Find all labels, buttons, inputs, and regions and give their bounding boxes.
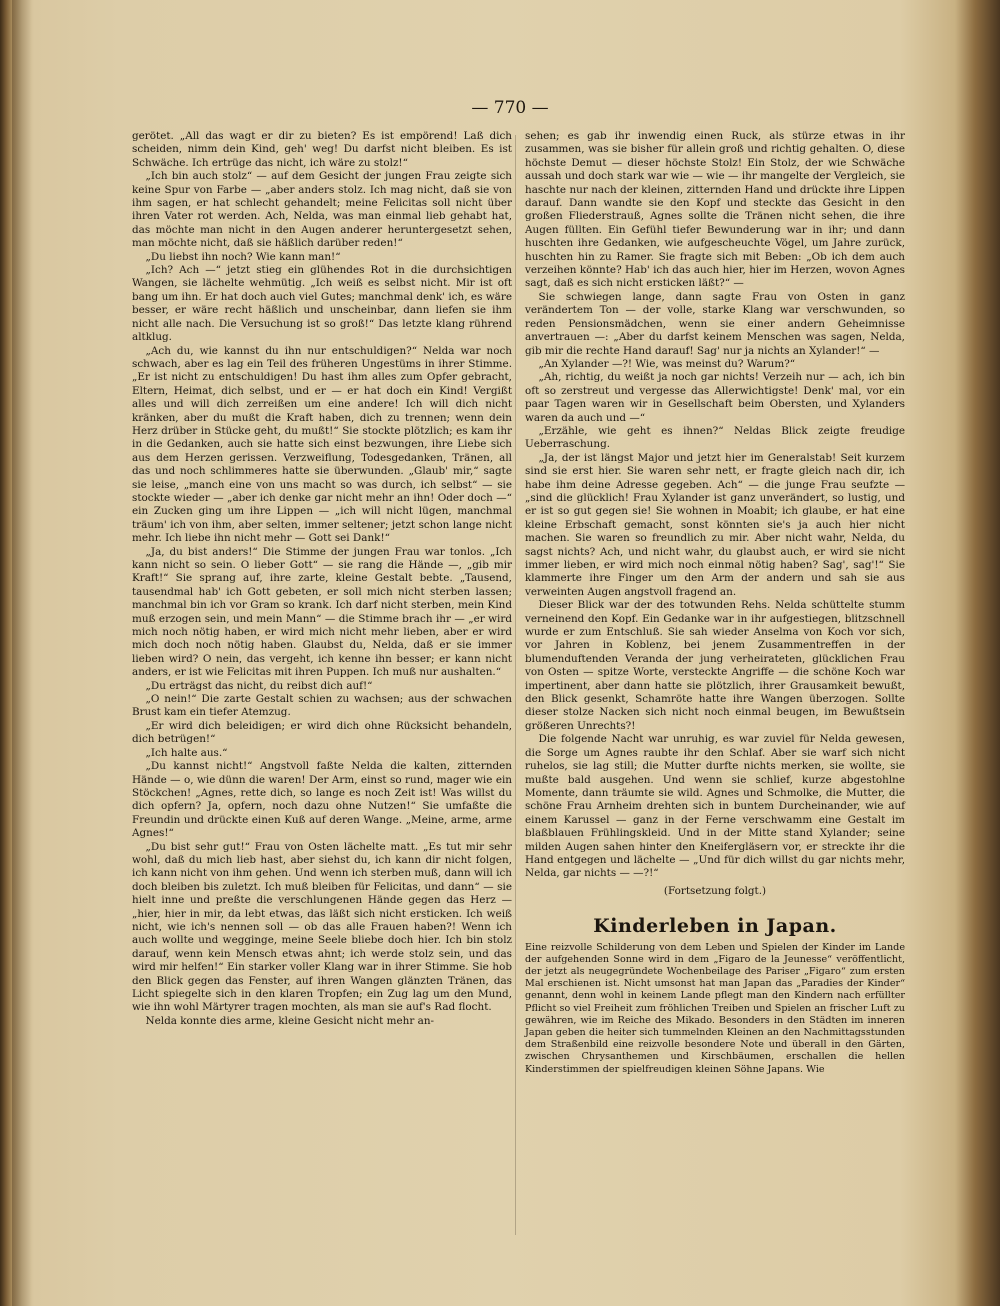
paragraph: „Ich halte aus.“ bbox=[145, 746, 228, 759]
paragraph: Nelda konnte dies arme, kleine Gesicht nicht mehr an- bbox=[145, 1014, 435, 1027]
left-column bbox=[132, 130, 512, 1028]
paragraph: „Du kannst nicht!“ Angstvoll faßte Nelda die kalten, zitternden Hände — o, wie dünn die waren! Der Arm, einst so rund, mager wie ein Stöckchen! „Agnes, rette dich, so lange es noch Zeit ist! Was willst du dich opfern? Ja, opfern, noch dazu ohne Nutzen!“ Sie umfaßte die Freundin und drückte einen Kuß auf deren Wange. „Meine, arme, arme Agnes!“ bbox=[132, 760, 512, 840]
paragraph: gerötet. „All das wagt er dir zu bieten? Es ist empörend! Laß dich scheiden, nimm dein Kind, geh' weg! Du darfst nicht bleiben. Es ist Schwäche. Ich ertrüge das nicht, ich wäre zu stolz!“ bbox=[132, 130, 512, 169]
paragraph: „Du liebst ihn noch? Wie kann man!“ bbox=[145, 250, 341, 263]
paragraph: „An Xylander —?! Wie, was meinst du? Warum?“ bbox=[538, 357, 796, 370]
book-gutter bbox=[12, 0, 32, 1306]
paragraph: „Erzähle, wie geht es ihnen?“ Neldas Blick zeigte freudige Ueberraschung. bbox=[525, 424, 905, 451]
article-title: Kinderleben in Japan. bbox=[593, 915, 837, 938]
article-body bbox=[525, 942, 905, 1076]
paragraph: Sie schwiegen lange, dann sagte Frau von Osten in ganz verändertem Ton — der volle, starke Klang war verschwunden, so reden Pensionsmädchen, wenn sie einer andern Geheimnisse anvertrauen —: „Aber du darfst keinem Menschen was sagen, Nelda, gib mir die rechte Hand darauf! Sag' nur ja nichts an Xylander!“ — bbox=[525, 290, 905, 357]
paragraph: sehen; es gab ihr inwendig einen Ruck, als stürze etwas in ihr zusammen, was sie bisher für allein groß und richtig gehalten. O, diese höchste Demut — dieser höchste Stolz! Ein Stolz, der wie Schwäche aussah und doch stark war wie — wie — ihr mangelte der Vergleich, sie haschte nur nach der kleinen, zitternden Hand und drückte ihre Lippen darauf. Dann wandte sie den Kopf und steckte das Gesicht in den großen Fliederstrauß, Agnes sollte die Tränen nicht sehen, die ihre Augen füllten. Ein Gefühl tiefer Bewunderung war in ihr; und dann huschten ihre Gedanken, wie aufgescheuchte Vögel, um Jahre zurück, huschten hin zu Ramer. Sie fragte sich mit Beben: „Ob ich dem auch verzeihen könnte? Hab' ich das auch hier, hier im Herzen, wovon Agnes sagt, daß es sich nicht ersticken läßt?“ — bbox=[525, 130, 905, 290]
right-column bbox=[525, 130, 905, 1076]
paragraph: „Ich? Ach —“ jetzt stieg ein glühendes Rot in die durchsichtigen Wangen, sie lächelte wehmütig. „Ich weiß es selbst nicht. Mir ist oft bang um ihn. Er hat doch auch viel Gutes; manchmal denk' ich, es wäre besser, er wäre recht häßlich und unscheinbar, dann liefen sie ihm nicht alle nach. Die Versuchung ist so groß!“ Das letzte klang rührend altklug. bbox=[132, 264, 512, 344]
paragraph: „Ich bin auch stolz“ — auf dem Gesicht der jungen Frau zeigte sich keine Spur von Farbe — „aber anders stolz. Ich mag nicht, daß sie von ihm sagen, er hat schlecht gehandelt; meine Felicitas soll nicht über ihren Vater rot werden. Ach, Nelda, was man einmal lieb gehabt hat, das möchte man nicht in den Augen anderer heruntergesetzt sehen, man möchte nicht, daß sie häßlich darüber reden!“ bbox=[132, 170, 512, 250]
paragraph: „O nein!“ Die zarte Gestalt schien zu wachsen; aus der schwachen Brust kam ein tiefer Atemzug. bbox=[132, 693, 512, 719]
paragraph: „Du bist sehr gut!“ Frau von Osten lächelte matt. „Es tut mir sehr wohl, daß du mich lieb hast, aber siehst du, ich kann dir nicht folgen, ich kann nicht von ihm gehen. Und wenn ich sterben muß, dann will ich doch bleiben bis zuletzt. Ich muß bleiben für Felicitas, und dann“ — sie hielt inne und preßte die verschlungenen Hände gegen das Herz — „hier, hier in mir, da lebt etwas, das läßt sich nicht ersticken. Ich weiß nicht, wie ich's nennen soll — ob das alle Frauen haben?! Wenn ich auch wollte und wegginge, meine Seele bliebe doch hier. Ich bin stolz darauf, wenn kein Mensch etwas ahnt; ich werde stolz sein, und das wird mir helfen!“ Ein starker voller Klang war in ihrer Stimme. Sie hob den Blick gegen das Fenster, auf ihren Wangen glänzten Tränen, das Licht spiegelte sich in den klaren Tropfen; ein Zug lag um den Mund, wie ihn wohl Märtyrer tragen mochten, als man sie auf's Rad flocht. bbox=[132, 840, 512, 1014]
article-paragraph: Eine reizvolle Schilderung von dem Leben und Spielen der Kinder im Lande der aufgehenden Sonne wird in dem „Figaro de la Jeunesse“ veröffentlicht, der jetzt als neugegründete Wochenbeilage des Pariser „Figaro“ zum ersten Mal erschienen ist. Nicht umsonst hat man Japan das „Paradies der Kinder“ genannt, denn wohl in keinem Lande pflegt man den Kindern nach erfüllter Pflicht so viel Freiheit zum fröhlichen Treiben und Spielen an frischer Luft zu gewähren, wie im Reiche des Mikado. Besonders in den Städten im inneren Japan geben die heiter sich tummelnden Kleinen an den Nachmittagsstunden dem Straßenbild eine reizvolle besondere Note und überall in den Gärten, zwischen Chrysanthemen und Kirschbäumen, erschallen die hellen Kinderstimmen der spielfreudigen kleinen Söhne Japans. Wie bbox=[525, 941, 905, 1075]
column-divider bbox=[515, 135, 516, 1235]
paragraph: Dieser Blick war der des totwunden Rehs. Nelda schüttelte stumm verneinend den Kopf. Ein Gedanke war in ihr aufgestiegen, blitzschnell wurde er zum Entschluß. Sie sah wieder Anselma von Koch vor sich, vor Jahren in Koblenz, bei jenem Zusammentreffen in der blumenduftenden Veranda der jung verheirateten, glücklichen Frau von Osten — spitze Worte, versteckte Angriffe — die schöne Koch war impertinent, aber dann hatte sie plötzlich, ihrer Grausamkeit bewußt, den Blick gesenkt, Schamröte hatte ihre Wangen überzogen. Sollte dieser stolze Nacken sich nicht noch einmal beugen, im Bewußtsein größeren Unrechts?! bbox=[525, 599, 905, 732]
story-continuation bbox=[525, 130, 905, 881]
paragraph: „Ja, du bist anders!“ Die Stimme der jungen Frau war tonlos. „Ich kann nicht so sein. O lieber Gott“ — sie rang die Hände —, „gib mir Kraft!“ Sie sprang auf, ihre zarte, kleine Gestalt bebte. „Tausend, tausendmal hab' ich Gott gebeten, er soll mich nicht sterben lassen; manchmal bin ich vor Gram so krank. Ich darf nicht sterben, mein Kind muß erzogen sein, und mein Mann“ — die Stimme brach ihr — „er wird mich noch nötig haben, er wird mich nicht mehr lieben, aber er wird mich doch noch nötig haben. Glaubst du, Nelda, daß er sie immer lieben wird? O nein, das vergeht, ich kenne ihn besser; er kann nicht anders, er ist wie Felicitas mit ihren Puppen. Ich muß nur aushalten.“ bbox=[132, 545, 512, 679]
paragraph: „Ah, richtig, du weißt ja noch gar nichts! Verzeih nur — ach, ich bin oft so zerstreut und vergesse das Allerwichtigste! Denk' mal, vor ein paar Tagen waren wir in Gesellschaft beim Obersten, und Xylanders waren da auch und —“ bbox=[525, 371, 905, 424]
paragraph: „Ja, der ist längst Major und jetzt hier im Generalstab! Seit kurzem sind sie erst hier. Sie waren sehr nett, er fragte gleich nach dir, ich habe ihm deine Adresse gegeben. Ach“ — die junge Frau seufzte — „sind die glücklich! Frau Xylander ist ganz unverändert, so lustig, und er ist so gut gegen sie! Sie wohnen in Moabit; ich glaube, er hat eine kleine Erbschaft gemacht, sonst könnten sie's ja auch hier nicht machen. Sie waren so freundlich zu mir. Aber nicht wahr, Nelda, du sagst nichts? Ach, und nicht wahr, du glaubst auch, er wird sie nicht immer lieben, er wird mich noch einmal nötig haben? Sag', sag'!“ Sie klammerte ihre Finger um den Arm der andern und sah sie aus verweinten Augen angstvoll fragend an. bbox=[525, 451, 905, 598]
paragraph: „Ach du, wie kannst du ihn nur entschuldigen?“ Nelda war noch schwach, aber es lag ein Teil des früheren Ungestüms in ihrer Stimme. „Er ist nicht zu entschuldigen! Du hast ihm alles zum Opfer gebracht, Eltern, Heimat, dich selbst, und er — er hat doch ein Kind! Vergißt alles und will dich zerreißen um eine andere! Ich will dich nicht kränken, aber du mußt die Kraft haben, dich zu trennen; wenn dein Herz drüber in Stücke geht, du mußt!“ Sie stockte plötzlich; es kam ihr in die Gedanken, auch sie hatte sich einst bezwungen, ihre Liebe sich aus dem Herzen gerissen. Verzweiflung, Todesgedanken, Tränen, all das und noch schlimmeres hatte sie überwunden. „Glaub' mir,“ sagte sie leise, „manch eine von uns macht so was durch, ich selbst“ — sie stockte wieder — „aber ich denke gar nicht mehr an ihn! Oder doch —“ ein Zucken ging um ihre Lippen — „ich will nicht lügen, manchmal träum' ich von ihm, aber selten, immer seltener; jetzt schon lange nicht mehr. Ich liebe ihn nicht mehr — Gott sei Dank!“ bbox=[132, 344, 512, 545]
paragraph: „Er wird dich beleidigen; er wird dich ohne Rücksicht behandeln, dich betrügen!“ bbox=[132, 719, 512, 746]
continued-note: (Fortsetzung folgt.) bbox=[663, 884, 767, 897]
paragraph: Die folgende Nacht war unruhig, es war zuviel für Nelda gewesen, die Sorge um Agnes raubte ihr den Schlaf. Aber sie warf sich nicht ruhelos, sie lag still; die Mutter durfte nichts merken, sie wollte, sie mußte bald ausgehen. Und wenn sie schlief, kurze abgestohlne Momente, dann träumte sie wild. Agnes und Schmolke, die Mutter, die schöne Frau Arnheim drehten sich in buntem Durcheinander, wie auf einem Karussel — ganz in der Ferne verschwamm eine Gestalt im blaßblauen Frühlingskleid. Und in der Mitte stand Xylander; seine milden Augen sahen hinter den Kneifergläsern vor, er streckte ihr die Hand entgegen und lächelte — „Und für dich willst du gar nichts mehr, Nelda, gar nichts — —?!“ bbox=[525, 733, 905, 880]
page-number: — 770 — bbox=[471, 98, 549, 118]
paragraph: „Du erträgst das nicht, du reibst dich auf!“ bbox=[145, 679, 373, 692]
